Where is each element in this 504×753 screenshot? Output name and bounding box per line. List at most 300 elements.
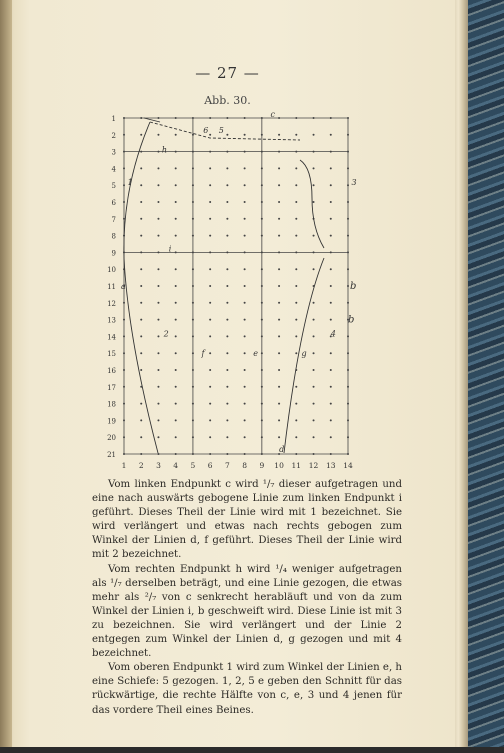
grid-dot — [175, 167, 177, 169]
grid-dot — [347, 285, 349, 287]
grid-dot — [295, 218, 297, 220]
grid-dot — [140, 184, 142, 186]
pattern-letter-n5: 5 — [218, 126, 224, 136]
grid-dot — [175, 117, 177, 119]
row-label: 4 — [111, 165, 116, 174]
page-number: — 27 — — [195, 64, 260, 82]
grid-dot — [140, 285, 142, 287]
grid-dot — [175, 453, 177, 455]
grid-dot — [226, 453, 228, 455]
grid-dot — [347, 419, 349, 421]
grid-dot — [347, 436, 349, 438]
grid-dot — [295, 235, 297, 237]
grid-dot — [244, 419, 246, 421]
grid-dot — [226, 117, 228, 119]
grid-dot — [244, 319, 246, 321]
line-top-slant — [144, 118, 160, 122]
pattern-letter-b1: b — [350, 281, 357, 292]
grid-dot — [244, 201, 246, 203]
grid-dot — [347, 134, 349, 136]
grid-dot — [330, 302, 332, 304]
trouser-pattern-figure — [100, 108, 360, 478]
grid-dot — [244, 369, 246, 371]
grid-dot — [226, 369, 228, 371]
grid-dot — [278, 419, 280, 421]
grid-dot — [209, 151, 211, 153]
grid-dot — [347, 403, 349, 405]
grid-dot — [140, 251, 142, 253]
grid-dot — [313, 453, 315, 455]
column-label: 11 — [291, 461, 302, 470]
grid-dot — [157, 201, 159, 203]
pattern-letter-n3: 3 — [351, 178, 357, 188]
row-label: 9 — [111, 249, 116, 258]
grid-dot — [278, 352, 280, 354]
grid-dot — [226, 235, 228, 237]
grid-dot — [123, 436, 125, 438]
grid-dot — [278, 117, 280, 119]
grid-dot — [244, 352, 246, 354]
pattern-letter-a: a — [121, 282, 126, 291]
grid-dot — [330, 285, 332, 287]
grid-dot — [347, 386, 349, 388]
row-labels — [107, 115, 116, 459]
grid-dot — [313, 151, 315, 153]
grid-dot — [175, 302, 177, 304]
paragraph-2: Vom rechten Endpunkt h wird ¹/₄ weniger aufgetragen als ¹/₇ derselben beträgt, und eine Linie gezogen, die etwas mehr als ²/₇ von c senkrecht herabläuft und von da zum Winkel der Linien i, b geschweift wird. Diese Linie ist mit 3 zu bezeichnen. Sie wird verlängert und der Linie 2 entgegen zum Winkel der Linien d, g gezogen und mit 4 bezeichnet. — [92, 563, 402, 660]
grid-dot — [226, 167, 228, 169]
grid-dot — [295, 167, 297, 169]
grid-dot — [261, 201, 263, 203]
pattern-outlines — [124, 118, 324, 453]
grid-dot — [175, 436, 177, 438]
grid-dot — [140, 201, 142, 203]
grid-dot — [140, 369, 142, 371]
grid-dot — [209, 167, 211, 169]
grid-dot — [157, 218, 159, 220]
grid-dot — [175, 386, 177, 388]
book-cover-edge — [466, 0, 504, 753]
grid-dot — [226, 251, 228, 253]
grid-dot — [140, 218, 142, 220]
column-label: 2 — [138, 461, 144, 470]
grid-dot — [295, 285, 297, 287]
grid-dot — [175, 419, 177, 421]
grid-dot — [278, 403, 280, 405]
pattern-letters — [121, 110, 357, 454]
grid-dot — [192, 184, 194, 186]
grid-dot — [123, 319, 125, 321]
grid-dot — [157, 251, 159, 253]
grid-dot — [123, 403, 125, 405]
row-label: 18 — [107, 400, 116, 409]
grid-dot — [192, 302, 194, 304]
pattern-letter-n6: 6 — [203, 126, 209, 136]
grid-dot — [347, 151, 349, 153]
grid-dot — [209, 335, 211, 337]
grid-dot — [313, 369, 315, 371]
binding-shadow — [0, 0, 12, 753]
grid-dot — [244, 453, 246, 455]
grid-dot — [330, 134, 332, 136]
grid-dot — [226, 436, 228, 438]
grid-dot — [313, 419, 315, 421]
grid-dot — [140, 403, 142, 405]
grid-dot — [226, 419, 228, 421]
grid-dot — [330, 167, 332, 169]
grid-dot — [261, 184, 263, 186]
column-label: 1 — [121, 461, 127, 470]
grid-dot — [278, 251, 280, 253]
grid-dot — [244, 386, 246, 388]
grid-dot — [295, 184, 297, 186]
grid-dot — [123, 335, 125, 337]
grid-dot — [347, 302, 349, 304]
grid-dot — [123, 453, 125, 455]
grid-dot — [313, 167, 315, 169]
grid-dot — [313, 436, 315, 438]
grid-dot — [226, 151, 228, 153]
grid-dot — [261, 218, 263, 220]
grid-dot — [295, 302, 297, 304]
grid-dot — [209, 201, 211, 203]
grid-dot — [157, 117, 159, 119]
row-label: 1 — [111, 115, 116, 123]
grid-dot — [175, 201, 177, 203]
grid-dot — [157, 319, 159, 321]
grid-dot — [295, 134, 297, 136]
grid-dot — [123, 117, 125, 119]
grid-dot — [157, 403, 159, 405]
grid-dot — [123, 352, 125, 354]
column-label: 12 — [308, 461, 319, 470]
grid-dot — [295, 386, 297, 388]
grid-dot — [140, 319, 142, 321]
grid-dot — [261, 117, 263, 119]
grid-dot — [175, 319, 177, 321]
pattern-letter-b2: b — [348, 314, 355, 326]
grid-dot — [226, 403, 228, 405]
grid-dot — [313, 117, 315, 119]
row-label: 14 — [107, 333, 116, 342]
grid-dot — [123, 218, 125, 220]
grid-dot — [330, 235, 332, 237]
grid-dot — [209, 386, 211, 388]
grid-dot — [157, 268, 159, 270]
grid-dot — [244, 251, 246, 253]
grid-dot — [226, 134, 228, 136]
grid-dot — [261, 235, 263, 237]
grid-dot — [226, 352, 228, 354]
grid-dot — [209, 436, 211, 438]
grid-dot — [209, 268, 211, 270]
grid-dot — [278, 436, 280, 438]
grid-dot — [192, 319, 194, 321]
grid-dot — [244, 167, 246, 169]
row-label: 5 — [111, 182, 116, 191]
pattern-letter-g: g — [301, 349, 307, 359]
grid-dot — [295, 319, 297, 321]
grid-dot — [175, 352, 177, 354]
grid-dot — [175, 285, 177, 287]
grid-dot — [209, 419, 211, 421]
grid-dot — [261, 335, 263, 337]
grid-dot — [123, 386, 125, 388]
grid-dot — [330, 453, 332, 455]
pattern-letter-n1: 1 — [127, 178, 133, 188]
grid-dot — [140, 302, 142, 304]
grid-dot — [226, 184, 228, 186]
grid-dot — [244, 235, 246, 237]
paragraph-3: Vom oberen Endpunkt 1 wird zum Winkel der Linien e, h eine Schiefe: 5 gezogen. 1, 2, 5 e geben den Schnitt für das rückwärtige, die rechte Hälfte von c, e, 3 und 4 jenen für das vordere Theil eines Beines. — [92, 662, 402, 716]
grid-dot — [157, 369, 159, 371]
grid-dot — [209, 352, 211, 354]
paragraph-1: Vom linken Endpunkt c wird ¹/₇ dieser aufgetragen und eine nach auswärts gebogene Linie zum linken Endpunkt i geführt. Dieses Theil der Linie wird mit 1 bezeichnet. Sie wird verlängert und etwas nach rechts gebogen zum Winkel der Linien d, f geführt. Dieses Theil der Linie wird mit 2 bezeichnet. — [92, 479, 402, 561]
grid-dot — [157, 436, 159, 438]
grid-dot — [226, 302, 228, 304]
grid-dot — [330, 319, 332, 321]
grid-dot — [261, 319, 263, 321]
grid-dot — [347, 369, 349, 371]
column-label: 7 — [224, 461, 230, 470]
grid-dot — [261, 302, 263, 304]
grid-dot — [123, 167, 125, 169]
row-label: 7 — [111, 215, 116, 224]
grid-dot — [157, 386, 159, 388]
column-label: 8 — [242, 461, 248, 470]
grid-dot — [140, 117, 142, 119]
grid-dot — [226, 218, 228, 220]
pattern-letter-n7: 4 — [330, 329, 336, 339]
grid-dot — [244, 268, 246, 270]
grid-dot — [175, 184, 177, 186]
grid-dot — [244, 403, 246, 405]
grid-dot — [209, 302, 211, 304]
grid-dot — [278, 235, 280, 237]
grid-dot — [261, 352, 263, 354]
grid-dot — [192, 218, 194, 220]
body-text — [92, 478, 402, 718]
grid-dot — [209, 403, 211, 405]
grid-dot — [313, 134, 315, 136]
grid-dot — [278, 369, 280, 371]
grid-dot — [313, 235, 315, 237]
grid-dot — [330, 184, 332, 186]
grid-dot — [261, 419, 263, 421]
grid-dot — [192, 167, 194, 169]
grid-dot — [244, 117, 246, 119]
row-label: 13 — [107, 316, 116, 325]
grid-dot — [244, 184, 246, 186]
row-label: 20 — [107, 434, 116, 443]
grid-dot — [330, 117, 332, 119]
grid-dot — [123, 201, 125, 203]
grid-dot — [175, 218, 177, 220]
grid-dot — [295, 117, 297, 119]
grid-dot — [330, 352, 332, 354]
pattern-letter-d: d — [279, 445, 285, 454]
row-label: 16 — [107, 367, 116, 375]
grid-dot — [123, 419, 125, 421]
pattern-letter-e: e — [253, 349, 258, 359]
pattern-letter-c: c — [270, 110, 275, 119]
pattern-letter-f: f — [201, 349, 205, 359]
row-label: 17 — [107, 383, 116, 392]
grid-dot — [347, 268, 349, 270]
grid-dot — [330, 218, 332, 220]
grid-dot — [123, 369, 125, 371]
line-seat — [150, 122, 300, 140]
grid-dot — [157, 184, 159, 186]
column-label: 14 — [343, 461, 353, 470]
grid-dot — [295, 436, 297, 438]
grid-dot — [209, 453, 211, 455]
grid-dot — [313, 302, 315, 304]
grid-dot — [313, 335, 315, 337]
row-label: 2 — [111, 131, 116, 140]
grid-dot — [209, 184, 211, 186]
grid-dot — [157, 453, 159, 455]
grid-dot — [278, 268, 280, 270]
grid-dot — [192, 235, 194, 237]
grid-dot — [209, 134, 211, 136]
grid-dot — [244, 436, 246, 438]
grid-dot — [209, 117, 211, 119]
grid-dot — [330, 201, 332, 203]
grid-dot — [140, 335, 142, 337]
grid-dot — [261, 268, 263, 270]
grid-dot — [226, 335, 228, 337]
grid-dot — [278, 319, 280, 321]
column-label: 3 — [156, 461, 161, 470]
row-label: 21 — [107, 451, 116, 459]
grid-dot — [261, 167, 263, 169]
grid-dot — [261, 285, 263, 287]
grid-dot — [209, 251, 211, 253]
grid-dot — [192, 201, 194, 203]
grid-dot — [192, 453, 194, 455]
grid-dot — [226, 201, 228, 203]
grid-dot — [261, 403, 263, 405]
column-label: 13 — [325, 461, 336, 470]
grid-dot — [330, 369, 332, 371]
grid-dot — [347, 352, 349, 354]
grid-dot — [278, 302, 280, 304]
grid-dot — [192, 285, 194, 287]
grid-dot — [244, 285, 246, 287]
grid-dot — [192, 151, 194, 153]
grid-dot — [278, 167, 280, 169]
grid-dot — [140, 151, 142, 153]
grid-dot — [295, 403, 297, 405]
row-label: 8 — [111, 232, 116, 241]
grid-dot — [347, 117, 349, 119]
grid-dot — [313, 386, 315, 388]
grid-dot — [244, 218, 246, 220]
grid-dot — [244, 134, 246, 136]
grid-dot — [192, 403, 194, 405]
grid-dot — [261, 134, 263, 136]
column-label: 10 — [274, 461, 284, 470]
grid-dot — [157, 302, 159, 304]
grid-dot — [226, 386, 228, 388]
grid-dot — [157, 419, 159, 421]
grid-dot — [313, 251, 315, 253]
grid-dot — [140, 134, 142, 136]
grid-dot — [226, 268, 228, 270]
column-labels — [122, 461, 353, 470]
grid-dot — [313, 184, 315, 186]
row-label: 3 — [111, 148, 116, 157]
grid-dot — [347, 201, 349, 203]
column-label: 4 — [173, 461, 179, 470]
grid-dot — [140, 436, 142, 438]
grid-dot — [295, 268, 297, 270]
row-label: 10 — [107, 266, 116, 275]
grid-dot — [278, 201, 280, 203]
grid-dot — [261, 251, 263, 253]
grid-dot — [330, 386, 332, 388]
grid-dot — [192, 352, 194, 354]
grid-dot — [192, 117, 194, 119]
grid-dot — [140, 167, 142, 169]
grid-dot — [175, 369, 177, 371]
grid-dot — [330, 436, 332, 438]
grid-dot — [192, 419, 194, 421]
grid-dot — [157, 352, 159, 354]
grid-dot — [140, 352, 142, 354]
grid-dot — [347, 184, 349, 186]
grid-dot — [278, 218, 280, 220]
grid-dot — [295, 151, 297, 153]
outline-curve-3 — [300, 160, 324, 248]
pattern-letter-i: i — [168, 244, 172, 254]
grid-dot — [330, 419, 332, 421]
grid-dot — [313, 201, 315, 203]
grid-dot — [175, 134, 177, 136]
grid-dot — [313, 319, 315, 321]
grid-dot — [330, 403, 332, 405]
grid-dot — [175, 151, 177, 153]
grid-dot — [347, 235, 349, 237]
grid-dot — [278, 151, 280, 153]
grid-dot — [157, 335, 159, 337]
grid-dot — [209, 319, 211, 321]
column-label: 9 — [259, 461, 265, 470]
grid-dot — [209, 285, 211, 287]
grid-dot — [226, 319, 228, 321]
grid-dot — [157, 134, 159, 136]
grid-dot — [192, 134, 194, 136]
grid-dot — [140, 268, 142, 270]
grid-dot — [175, 335, 177, 337]
row-label: 12 — [107, 299, 116, 308]
grid-dot — [123, 302, 125, 304]
grid-dot — [347, 251, 349, 253]
grid-dot — [347, 453, 349, 455]
grid-dot — [347, 218, 349, 220]
grid-dot — [330, 151, 332, 153]
grid-dot — [175, 235, 177, 237]
grid-dot — [330, 268, 332, 270]
grid-dot — [278, 386, 280, 388]
pattern-letter-h: h — [161, 145, 168, 155]
grid-dot — [192, 386, 194, 388]
grid-dot — [209, 218, 211, 220]
row-label: 11 — [107, 283, 116, 291]
grid-dot — [192, 369, 194, 371]
grid-dot — [261, 436, 263, 438]
